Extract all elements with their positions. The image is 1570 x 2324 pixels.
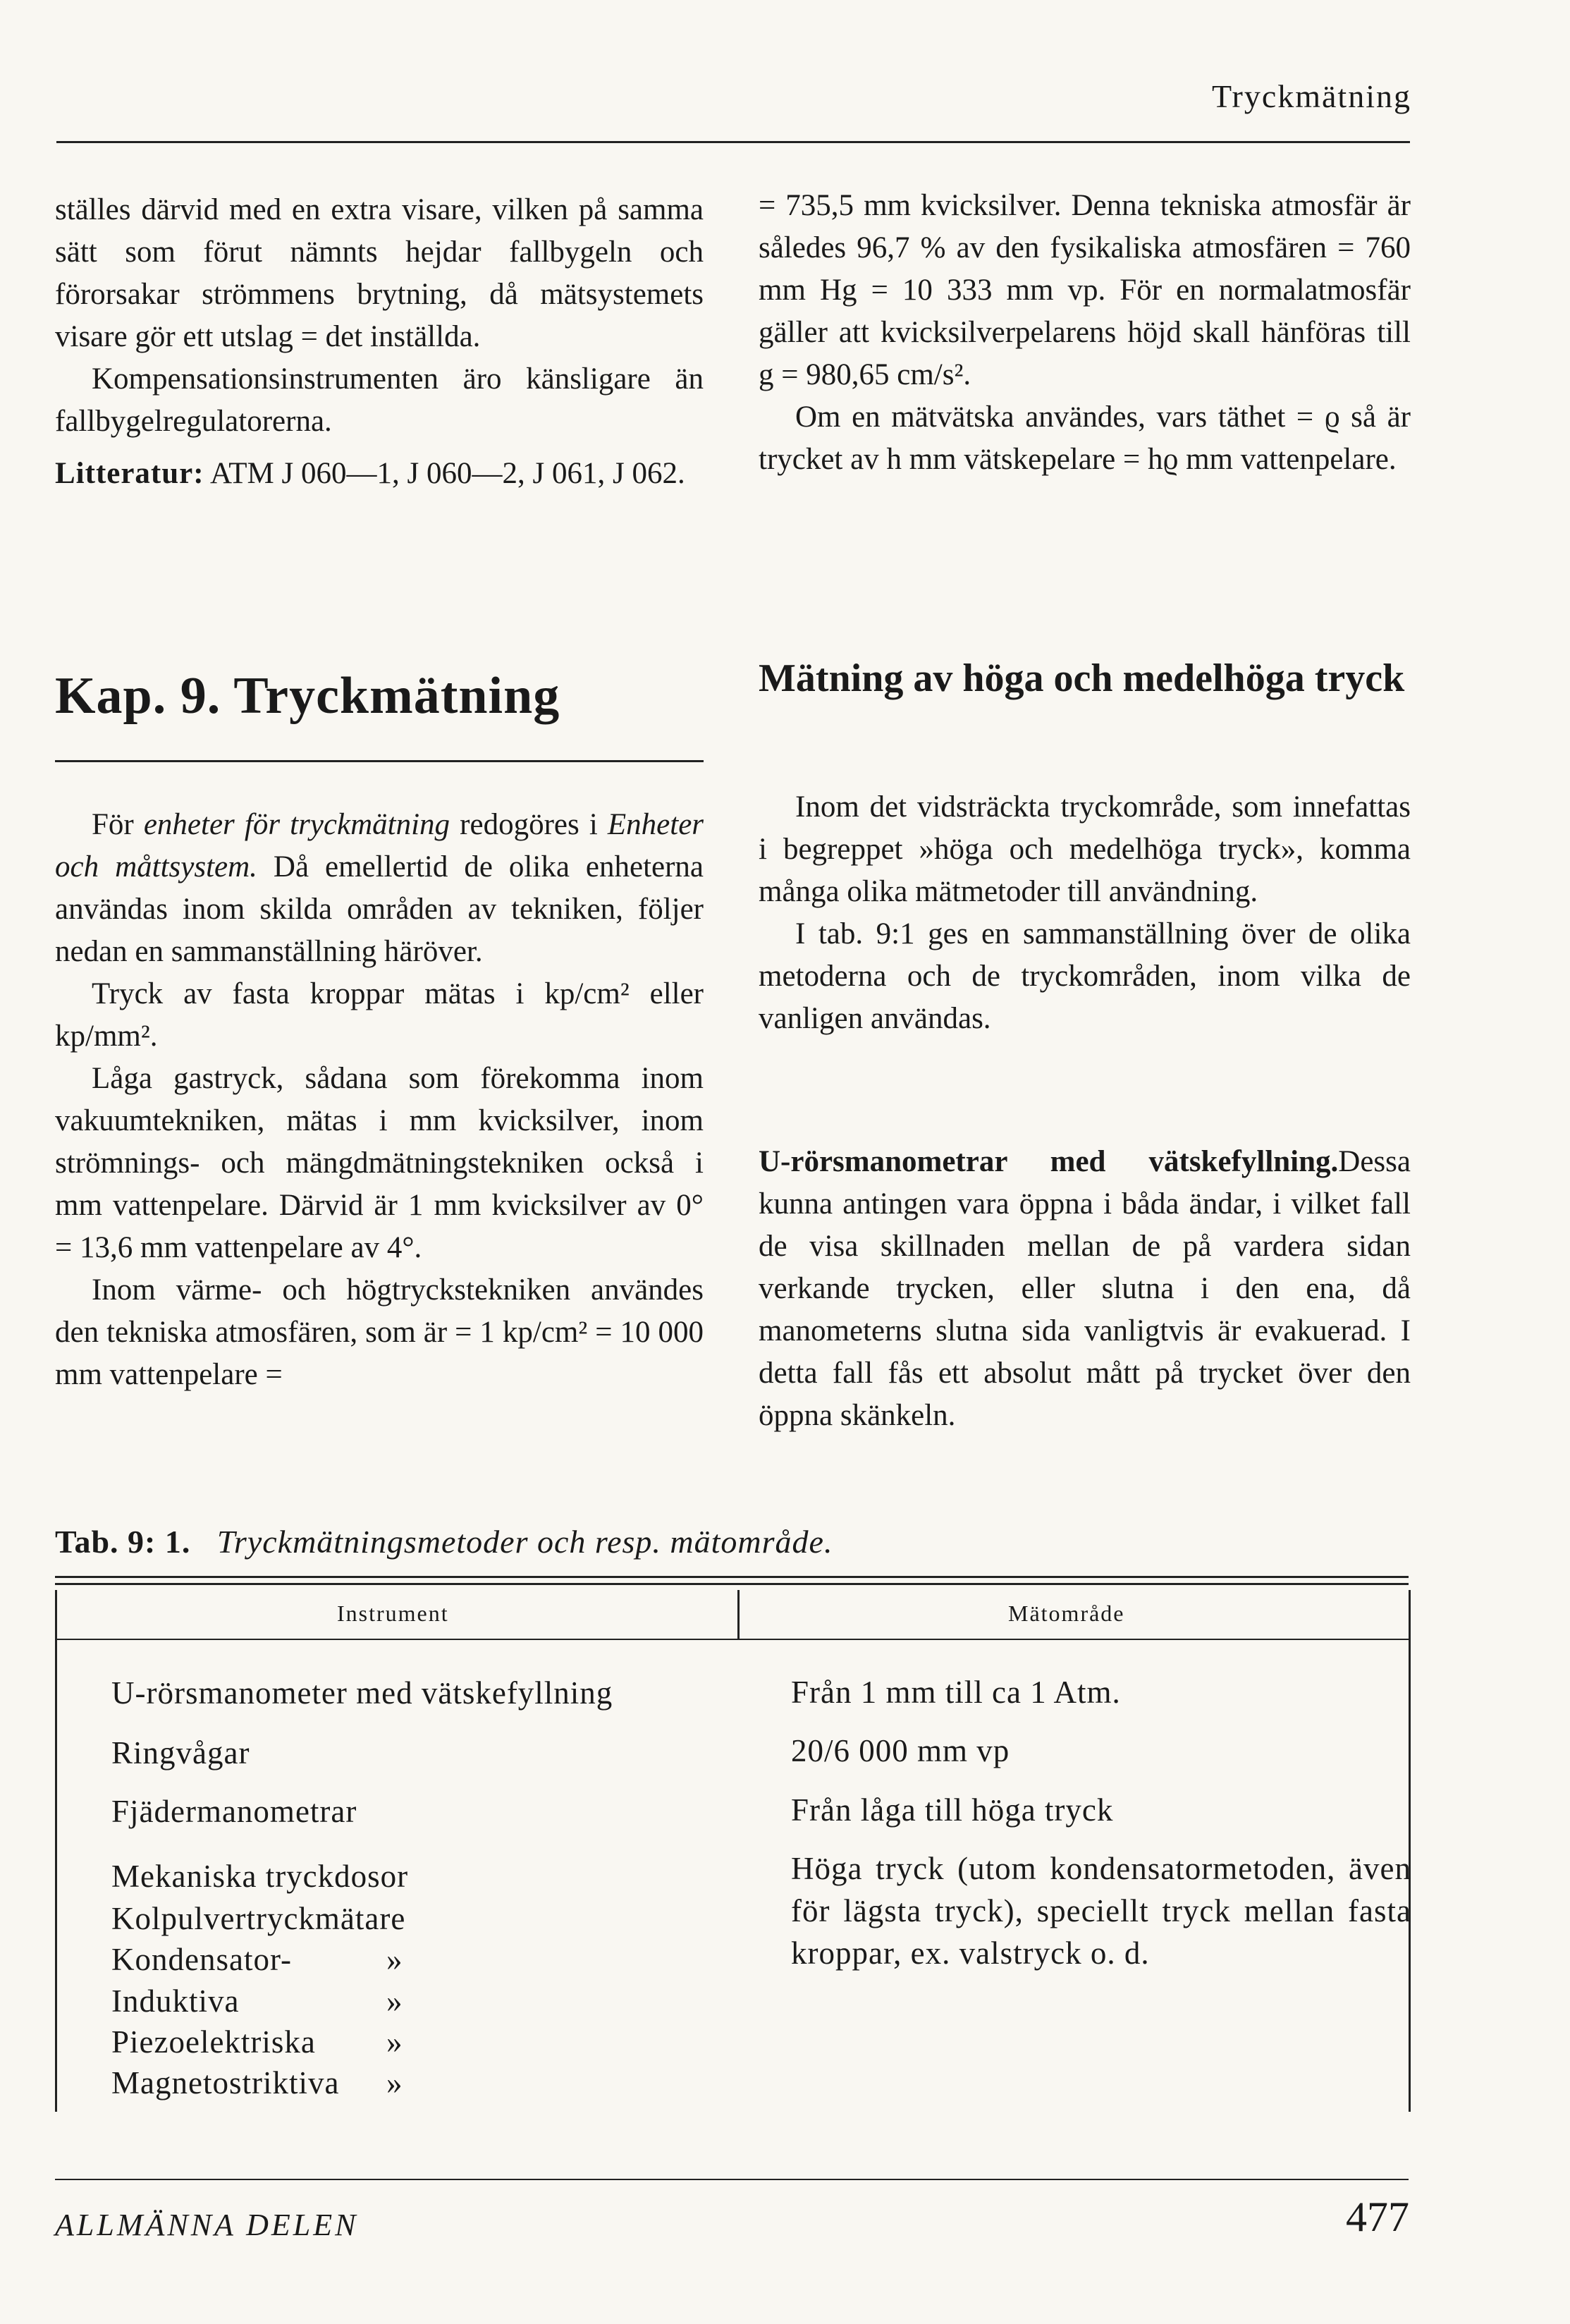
table-header-range: Mätområde bbox=[1008, 1601, 1125, 1626]
instrument-name: Induktiva bbox=[111, 1983, 240, 2019]
text-run-italic: enheter för tryckmätning bbox=[143, 808, 450, 841]
range-value: Från 1 mm till ca 1 Atm. bbox=[791, 1675, 1121, 1710]
range-value: Höga tryck (utom kondensatormetoden, även för lägsta tryck), speciellt tryck mellan fasta kroppar, ex. valstryck o. d. bbox=[791, 1851, 1411, 1971]
chapter-title: Kap. 9. Tryckmätning bbox=[55, 667, 560, 725]
table-top-rule-2 bbox=[55, 1583, 1409, 1585]
table-header-rule bbox=[55, 1639, 1409, 1640]
footer-rule bbox=[55, 2179, 1409, 2180]
table-caption-text: Tryckmätningsmetoder och resp. mätområde. bbox=[216, 1524, 833, 1560]
table-row bbox=[111, 1941, 403, 1978]
paragraph: = 735,5 mm kvicksilver. Denna tekniska atmosfär är således 96,7 % av den fysikaliska atmosfären = 760 mm Hg = 10 333 mm vp. För en normalatmosfär gäller att kvicksilverpelarens höjd skall hänföras till g = 980,65 cm/s². bbox=[759, 189, 1411, 391]
text-run: redogöres i bbox=[460, 808, 598, 841]
paragraph: Inom värme- och högtryckstekniken användes den tekniska atmosfären, som är = 1 kp/cm² = 10 000 mm vattenpelare = bbox=[55, 1273, 704, 1391]
instrument-name: Magnetostriktiva bbox=[111, 2065, 340, 2100]
paragraph: I tab. 9:1 ges en sammanställning över de olika metoderna och de tryckområden, inom vilka de vanligen användas. bbox=[759, 917, 1411, 1035]
ditto-mark: » bbox=[386, 1983, 403, 2019]
paragraph bbox=[55, 804, 704, 973]
range-value: 20/6 000 mm vp bbox=[791, 1733, 1010, 1768]
left-column-top bbox=[55, 189, 704, 495]
text-run: Då emellertid de olika enheterna användas inom skilda områden av tekniken, följer nedan en sammanställning häröver. bbox=[55, 850, 704, 968]
table-top-rule bbox=[55, 1576, 1409, 1578]
table-row bbox=[111, 1793, 357, 1830]
ditto-mark: » bbox=[386, 2065, 403, 2100]
table-caption bbox=[55, 1523, 833, 1560]
literature-reference bbox=[55, 453, 704, 495]
table-column-divider bbox=[737, 1590, 740, 1639]
chapter-body bbox=[55, 804, 704, 1396]
page-number: 477 bbox=[1346, 2194, 1409, 2240]
paragraph: Låga gastryck, sådana som förekomma inom vakuumtekniken, mätas i mm kvicksilver, inom strömnings- och mängdmätningstekniken också i mm vattenpelare. Därvid är 1 mm kvicksilver av 0° = 13,6 mm vattenpelare av 4°. bbox=[55, 1062, 704, 1264]
instrument-name: Piezoelektriska bbox=[111, 2024, 316, 2060]
right-column-top bbox=[759, 185, 1411, 481]
instrument-name: Kondensator- bbox=[111, 1942, 293, 1977]
paragraph: Kompensationsinstrumenten äro känsligare än fallbygelregulatorerna. bbox=[55, 362, 704, 438]
run-in-heading: U-rörsmanometrar med vätskefyllning. bbox=[759, 1145, 1339, 1178]
text-run: För bbox=[92, 808, 134, 841]
header-rule bbox=[56, 141, 1410, 143]
paragraph: Om en mätvätska användes, vars täthet = ϱ så är trycket av h mm vätskepelare = hϱ mm vattenpelare. bbox=[759, 400, 1411, 476]
table-row bbox=[111, 1983, 403, 2019]
instrument-name: U-rörsmanometer med vätskefyllning bbox=[111, 1675, 613, 1711]
table-row bbox=[111, 1858, 408, 1895]
ditto-mark: » bbox=[386, 2024, 403, 2060]
table-row bbox=[111, 1735, 250, 1771]
instrument-name: Mekaniska tryckdosor bbox=[111, 1859, 409, 1894]
literature-text: ATM J 060—1, J 060—2, J 061, J 062. bbox=[209, 457, 685, 490]
text-run-italic: Enheter och måttsystem. bbox=[55, 808, 704, 883]
paragraph: Inom det vidsträckta tryckområde, som innefattas i begreppet »höga och medelhöga tryck», komma många olika mätmetoder till användning. bbox=[759, 790, 1411, 908]
section-title: Mätning av höga och medelhöga tryck bbox=[759, 656, 1405, 700]
instrument-name: Kolpulvertryckmätare bbox=[111, 1901, 406, 1936]
table-row bbox=[111, 2065, 403, 2101]
section-body bbox=[759, 786, 1411, 1040]
section-body-runin bbox=[759, 1141, 1411, 1437]
chapter-rule bbox=[55, 760, 704, 762]
footer-section-name: ALLMÄNNA DELEN bbox=[55, 2208, 359, 2242]
text-run: Dessa kunna antingen vara öppna i båda ändar, i vilket fall de visa skillnaden mellan de på vardera sidan verkande trycken, eller slutna i den ena, då manometerns slutna sida vanligtvis är evakuerad. I detta fall fås ett absolut mått på trycket över den öppna skänkeln. bbox=[759, 1145, 1411, 1432]
table-header-instrument: Instrument bbox=[337, 1601, 449, 1626]
paragraph: Tryck av fasta kroppar mätas i kp/cm² eller kp/mm². bbox=[55, 977, 704, 1053]
paragraph bbox=[759, 1141, 1411, 1437]
table-caption-label: Tab. 9: 1. bbox=[55, 1524, 191, 1560]
running-head: Tryckmätning bbox=[1212, 78, 1411, 114]
paragraph: ställes därvid med en extra visare, vilken på samma sätt som förut nämnts hejdar fallbygeln och förorsakar strömmens brytning, då mätsystemets visare gör ett utslag = det inställda. bbox=[55, 193, 704, 353]
instrument-name: Fjädermanometrar bbox=[111, 1794, 357, 1829]
literature-label: Litteratur: bbox=[55, 457, 204, 490]
table-row bbox=[111, 1675, 613, 1711]
ditto-mark: » bbox=[386, 1942, 403, 1977]
table-row bbox=[111, 1900, 405, 1937]
instrument-name: Ringvågar bbox=[111, 1735, 250, 1770]
table-row bbox=[111, 2024, 403, 2060]
range-value: Från låga till höga tryck bbox=[791, 1792, 1114, 1828]
